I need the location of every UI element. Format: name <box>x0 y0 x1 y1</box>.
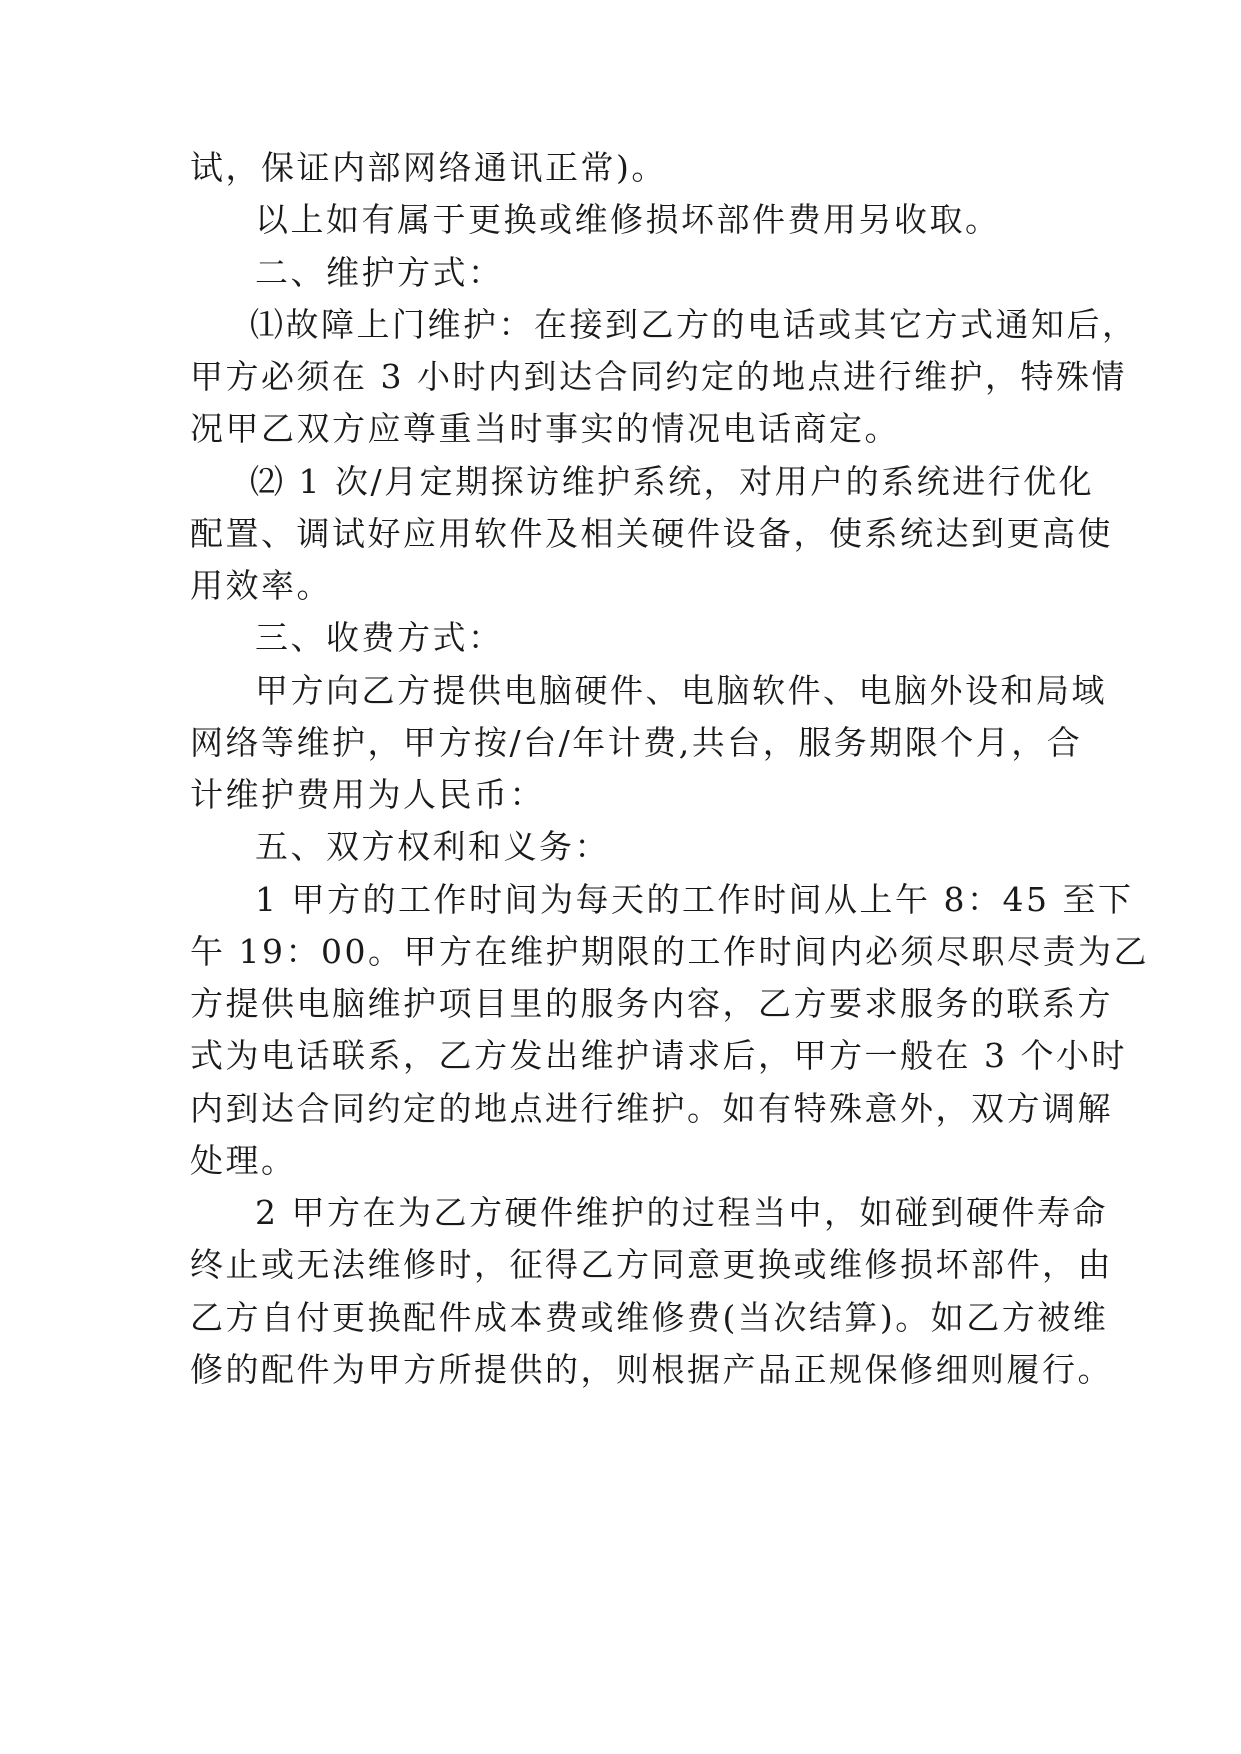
text-line-21: 2 甲方在为乙方硬件维护的过程当中，如碰到硬件寿命 <box>255 1193 1108 1232</box>
text-line-12: 网络等维护，甲方按/台/年计费,共台，服务期限个月，合 <box>190 723 1083 762</box>
text-line-7: ⑵ 1 次/月定期探访维护系统，对用户的系统进行优化 <box>250 462 1095 501</box>
text-line-4: ⑴故障上门维护：在接到乙方的电话或其它方式通知后， <box>250 305 1138 344</box>
text-line-2: 以上如有属于更换或维修损坏部件费用另收取。 <box>255 200 1001 239</box>
text-line-11: 甲方向乙方提供电脑硬件、电脑软件、电脑外设和局域 <box>255 671 1107 710</box>
text-line-1: 试，保证内部网络通讯正常)。 <box>190 148 667 187</box>
text-line-18: 式为电话联系，乙方发出维护请求后，甲方一般在 3 个小时 <box>190 1036 1127 1075</box>
text-line-19: 内到达合同约定的地点进行维护。如有特殊意外，双方调解 <box>190 1089 1113 1128</box>
text-line-20: 处理。 <box>190 1141 297 1180</box>
text-line-17: 方提供电脑维护项目里的服务内容，乙方要求服务的联系方 <box>190 984 1113 1023</box>
text-line-15: 1 甲方的工作时间为每天的工作时间从上午 8：45 至下 <box>255 880 1134 919</box>
section-heading-maintenance-method: 二、维护方式： <box>255 253 504 292</box>
text-line-8: 配置、调试好应用软件及相关硬件设备，使系统达到更高使 <box>190 514 1113 553</box>
text-line-22: 终止或无法维修时，征得乙方同意更换或维修损坏部件，由 <box>190 1245 1113 1284</box>
text-line-16: 午 19：00。甲方在维护期限的工作时间内必须尽职尽责为乙 <box>190 932 1149 971</box>
text-line-23: 乙方自付更换配件成本费或维修费(当次结算)。如乙方被维 <box>190 1298 1109 1337</box>
text-line-5: 甲方必须在 3 小时内到达合同约定的地点进行维护，特殊情 <box>190 357 1127 396</box>
text-line-6: 况甲乙双方应尊重当时事实的情况电话商定。 <box>190 409 900 448</box>
section-heading-rights-obligations: 五、双方权利和义务： <box>255 827 610 866</box>
text-line-24: 修的配件为甲方所提供的，则根据产品正规保修细则履行。 <box>190 1350 1113 1389</box>
text-line-13: 计维护费用为人民币： <box>190 775 545 814</box>
text-line-9: 用效率。 <box>190 566 332 605</box>
section-heading-fee-method: 三、收费方式： <box>255 618 504 657</box>
